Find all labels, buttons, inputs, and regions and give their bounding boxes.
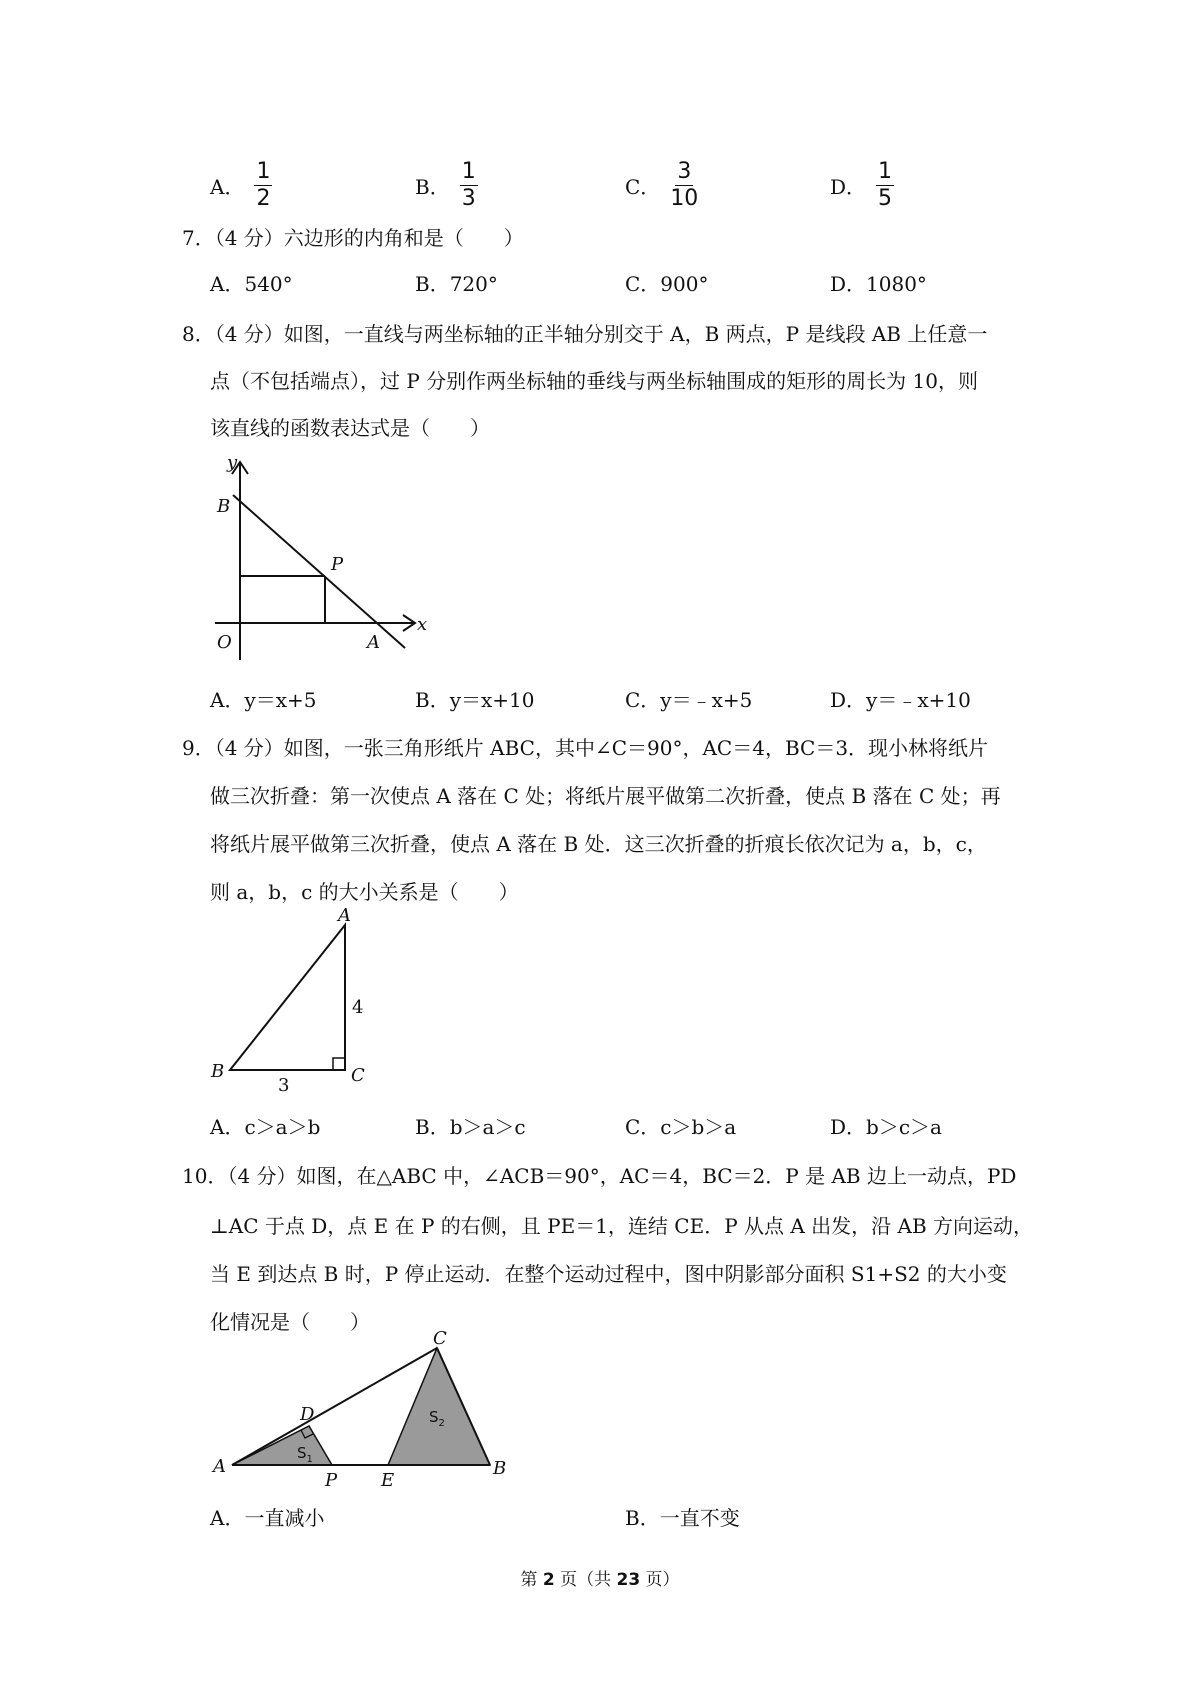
label-b: B (217, 496, 231, 517)
q9-line-1: 9．（4 分）如图，一张三角形纸片 ABC，其中∠C＝90°，AC＝4，BC＝3．现小林将纸片 (182, 736, 989, 760)
q8-line-3: 该直线的函数表达式是（ ） (210, 416, 490, 440)
shaded-s2 (388, 1348, 490, 1465)
q10-option-a: A．一直减小 (210, 1505, 325, 1530)
fraction: $\frac{1}{3}$ (461, 159, 476, 211)
option-letter: B． (415, 174, 450, 199)
page-number: 2 (542, 1570, 555, 1590)
q10-line-3: 当 E 到达点 B 时，P 停止运动．在整个运动过程中，图中阴影部分面积 S1+S2 的大小变 (210, 1262, 1007, 1286)
q6-option-d (830, 155, 894, 215)
label-s2: $S_2$ (429, 1408, 445, 1429)
q7-option-b: B．720° (415, 271, 498, 296)
fraction: $\frac{1}{2}$ (256, 159, 271, 211)
q7-stem: 7．（4 分）六边形的内角和是（ ） (182, 226, 524, 250)
q6-option-b (415, 155, 478, 215)
option-letter: A． (210, 174, 245, 199)
q9-line-4: 则 a，b，c 的大小关系是（ ） (210, 880, 519, 904)
q10-line-2: ⊥AC 于点 D，点 E 在 P 的右侧，且 PE＝1，连结 CE．P 从点 A 出发，沿 AB 方向运动， (210, 1214, 1034, 1238)
q10-option-b: B．一直不变 (625, 1505, 740, 1530)
triangle-abc (230, 925, 345, 1070)
label-x: x (417, 614, 428, 635)
q9-options (0, 1105, 1200, 1145)
q8-line-2: 点（不包括端点），过 P 分别作两坐标轴的垂线与两坐标轴围成的矩形的周长为 10，则 (210, 369, 978, 393)
q7-option-a: A．540° (210, 271, 293, 296)
label-e: E (381, 1470, 395, 1490)
q10-options (0, 1496, 1200, 1536)
label-side-bc: 3 (278, 1075, 290, 1095)
option-letter: D． (830, 174, 867, 199)
fraction: $\frac{3}{10}$ (670, 159, 699, 211)
q8-option-a: A．y＝x+5 (210, 687, 317, 712)
label-d: D (300, 1404, 315, 1425)
label-b: B (211, 1061, 225, 1082)
q8-option-c: C．y＝﹣x+5 (625, 687, 753, 712)
q9-option-b: B．b＞a＞c (415, 1114, 526, 1139)
q10-triangle-figure (205, 1330, 515, 1490)
label-y: y (227, 452, 238, 473)
q9-line-2: 做三次折叠：第一次使点 A 落在 C 处；将纸片展平做第二次折叠，使点 B 落在 C 处；再 (210, 784, 1001, 808)
line-ab (233, 495, 405, 648)
q9-option-a: A．c＞a＞b (210, 1114, 321, 1139)
label-s1: $S_1$ (297, 1444, 313, 1465)
q6-option-a (210, 155, 272, 215)
q9-option-d: D．b＞c＞a (830, 1114, 942, 1139)
q7-option-c: C．900° (625, 271, 709, 296)
label-side-ac: 4 (352, 997, 364, 1018)
q8-option-b: B．y＝x+10 (415, 687, 535, 712)
label-c: C (433, 1330, 447, 1349)
label-p: P (331, 554, 344, 575)
q7-options (0, 262, 1200, 302)
q9-option-c: C．c＞b＞a (625, 1114, 737, 1139)
fraction: $\frac{1}{5}$ (878, 159, 893, 211)
q7-option-d: D．1080° (830, 271, 927, 296)
shaded-s1 (232, 1426, 332, 1465)
label-o: O (217, 632, 232, 653)
label-a: A (338, 905, 351, 926)
label-c: C (351, 1065, 365, 1086)
q8-options (0, 678, 1200, 718)
q6-options (0, 155, 1200, 215)
q10-line-4: 化情况是（ ） (210, 1310, 370, 1334)
label-a: A (213, 1456, 226, 1477)
label-b: B (493, 1458, 507, 1479)
q8-line-1: 8．（4 分）如图，一直线与两坐标轴的正半轴分别交于 A，B 两点，P 是线段 AB 上任意一 (182, 322, 988, 346)
page-footer: 第 2 页（共 23 页） (520, 1570, 680, 1590)
label-a: A (367, 632, 380, 653)
q8-option-d: D．y＝﹣x+10 (830, 687, 971, 712)
option-letter: C． (625, 174, 661, 199)
q9-triangle-figure (205, 905, 385, 1095)
q9-line-3: 将纸片展平做第三次折叠，使点 A 落在 B 处．这三次折叠的折痕长依次记为 a，b，c， (210, 832, 987, 856)
q8-coordinate-figure (205, 450, 430, 670)
total-pages: 23 (616, 1570, 641, 1590)
right-angle-mark (333, 1058, 345, 1070)
q10-line-1: 10．（4 分）如图，在△ABC 中，∠ACB＝90°，AC＝4，BC＝2．P 是 AB 边上一动点，PD (182, 1164, 1017, 1188)
q6-option-c (625, 155, 698, 215)
label-p: P (325, 1470, 338, 1490)
